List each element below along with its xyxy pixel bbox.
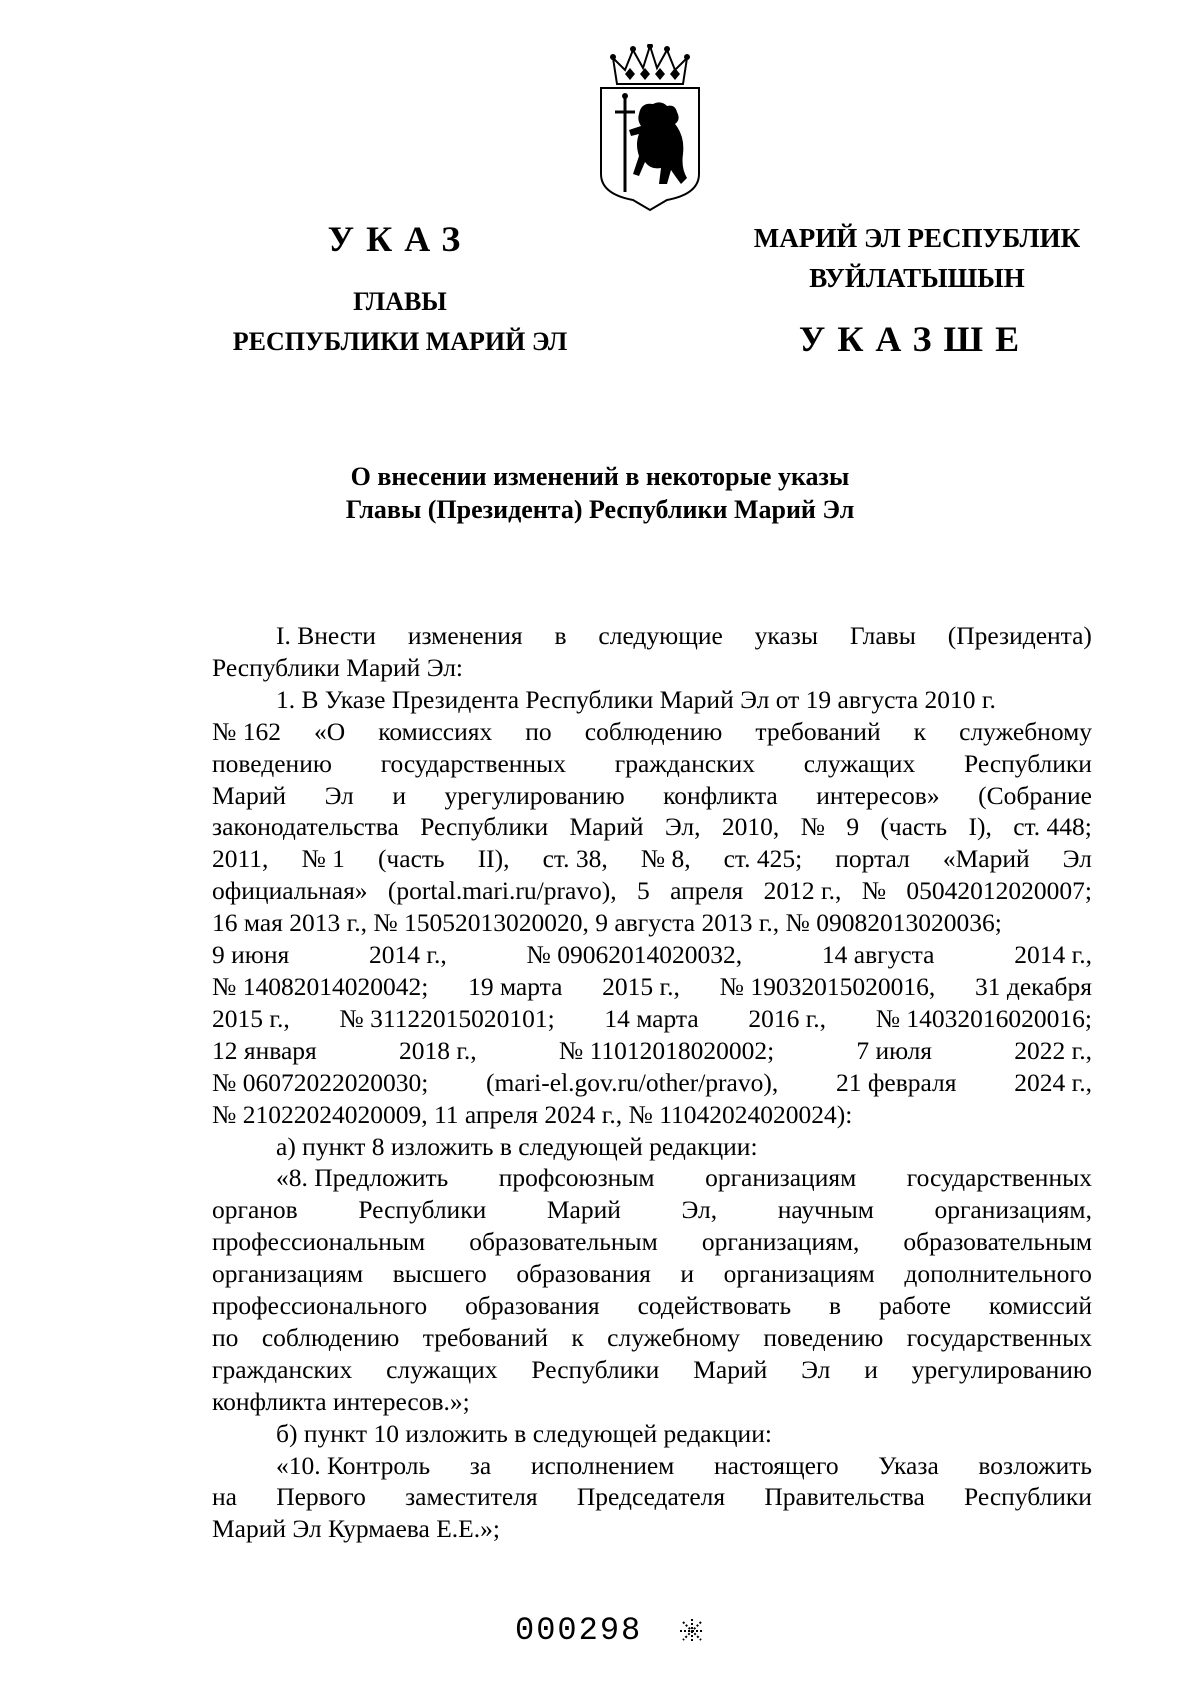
body-line: [212, 1162, 1092, 1194]
body-line: [212, 971, 1092, 1003]
body-line: [212, 1258, 1092, 1290]
document-title-line1: О внесении изменений в некоторые указы: [350, 462, 850, 491]
body-line: [212, 1035, 1092, 1067]
body-word: «О: [314, 716, 346, 746]
body-word: Марий: [212, 780, 287, 810]
body-word: исполнением: [530, 1450, 675, 1480]
body-word: следующие: [598, 621, 723, 650]
body-line: [212, 716, 1092, 748]
body-word: ст. 425;: [723, 844, 803, 874]
body-line: [212, 843, 1092, 875]
body-word: 2022 г.,: [1014, 1035, 1092, 1065]
body-word: по: [212, 1322, 239, 1352]
body-line: [212, 1131, 1092, 1163]
body-word: Республики Марий Эл:: [212, 652, 464, 682]
body-word: 1. В Указе Президента Республики Марий Эл от 19 августа 2010 г.: [276, 684, 996, 714]
body-word: 2014 г.,: [369, 940, 447, 970]
body-word: ст. 38,: [542, 844, 608, 874]
body-word: Первого: [276, 1482, 366, 1512]
body-word: Эл: [801, 1354, 831, 1384]
body-line: [212, 684, 1092, 716]
body-word: законодательства: [212, 812, 399, 842]
body-word: № 8,: [640, 844, 691, 874]
body-word: к: [913, 716, 927, 746]
body-word: конфликта интересов.»;: [212, 1386, 470, 1416]
body-word: 2018 г.,: [398, 1035, 477, 1065]
serial-number: 000298: [515, 1612, 643, 1649]
body-word: конфликта: [663, 780, 778, 810]
body-line: [212, 652, 1092, 684]
body-word: государственных: [906, 1163, 1092, 1193]
body-word: 2015 г.,: [212, 1003, 290, 1033]
body-word: организациям: [212, 1259, 364, 1289]
document-title: [150, 460, 1050, 526]
body-word: Председателя: [576, 1482, 726, 1512]
body-word: образовательным: [469, 1227, 658, 1257]
body-word: (mari-el.gov.ru/other/pravo),: [486, 1067, 779, 1097]
body-word: а) пункт 8 изложить в следующей редакции:: [276, 1131, 758, 1161]
body-word: по: [525, 716, 552, 746]
body-word: № 1: [301, 844, 345, 874]
body-word: за: [469, 1450, 492, 1480]
header-mari-line2: ВУЙЛАТЫШЫН: [809, 263, 1025, 293]
body-word: организациям: [723, 1259, 875, 1289]
body-word: Республики: [358, 1195, 487, 1225]
body-word: изменения: [407, 621, 523, 650]
body-word: 9 июня: [212, 940, 290, 970]
body-word: служебному: [959, 716, 1092, 746]
body-word: Республики: [964, 748, 1092, 778]
body-line: [212, 1067, 1092, 1099]
body-word: и: [680, 1259, 695, 1289]
body-word: работе: [879, 1291, 951, 1321]
body-word: указы: [754, 621, 818, 650]
body-word: 19 марта: [468, 971, 563, 1001]
body-word: соблюдению: [584, 716, 723, 746]
body-word: настоящего: [713, 1450, 839, 1480]
body-word: организациям,: [701, 1227, 860, 1257]
body-word: Правительства: [764, 1482, 925, 1512]
header-issuer-line2: РЕСПУБЛИКИ МАРИЙ ЭЛ: [232, 327, 568, 356]
body-word: служащих: [386, 1354, 498, 1384]
body-word: Марий: [693, 1354, 768, 1384]
body-word: 14 августа: [821, 940, 935, 970]
body-word: 9: [846, 812, 860, 842]
header-issuer-line1: ГЛАВЫ: [353, 287, 447, 316]
asterisk-mark-icon: [678, 1617, 706, 1645]
body-word: Марий: [546, 1195, 621, 1225]
body-word: требований: [422, 1322, 548, 1352]
body-word: заместителя: [405, 1482, 538, 1512]
body-word: официальная»: [212, 876, 368, 906]
body-word: Республики: [420, 812, 549, 842]
body-word: 16 мая 2013 г., № 15052013020020, 9 августа 2013 г., № 09082013020036;: [212, 908, 1002, 938]
body-word: Республики: [531, 1354, 660, 1384]
body-word: организациям: [705, 1163, 857, 1193]
body-word: Эл,: [664, 812, 701, 842]
header-issuer: [205, 282, 595, 362]
body-word: органов: [212, 1195, 298, 1225]
body-word: 5: [636, 876, 650, 906]
body-word: соблюдению: [261, 1322, 400, 1352]
body-word: № 14082014020042;: [212, 971, 429, 1001]
body-word: апреля: [670, 876, 744, 906]
body-word: требований: [755, 716, 881, 746]
header-mari-line1: МАРИЙ ЭЛ РЕСПУБЛИК: [753, 223, 1081, 253]
body-line: [212, 1290, 1092, 1322]
body-word: «8. Предложить: [276, 1163, 449, 1193]
body-word: № 11012018020002;: [558, 1035, 775, 1065]
body-word: научным: [777, 1195, 874, 1225]
body-word: к: [571, 1322, 584, 1352]
body-word: Марий: [569, 812, 644, 842]
body-word: (portal.mari.ru/pravo),: [387, 876, 617, 906]
header-ukazshe-title: УКАЗШЕ: [798, 319, 1032, 359]
body-word: 31 декабря: [975, 971, 1092, 1001]
body-line: [212, 620, 1092, 652]
body-word: № 162: [212, 716, 281, 746]
header-mari-issuer: [712, 218, 1122, 298]
body-word: организациям,: [934, 1195, 1092, 1225]
body-line: [212, 1322, 1092, 1354]
body-line: [212, 780, 1092, 812]
body-word: № 14032016020016;: [875, 1003, 1092, 1033]
body-word: II),: [477, 844, 510, 874]
body-word: № 31122015020101;: [339, 1003, 555, 1033]
coat-of-arms-icon: [595, 44, 705, 222]
body-word: служебному: [607, 1322, 741, 1352]
body-line: [212, 1418, 1092, 1450]
body-line: [212, 1226, 1092, 1258]
body-word: (часть: [377, 844, 445, 874]
body-word: в: [554, 621, 567, 650]
body-word: (Собрание: [978, 780, 1092, 810]
body-word: № 09062014020032,: [526, 940, 743, 970]
body-word: 7 июля: [856, 1035, 933, 1065]
body-word: «10. Контроль: [276, 1450, 431, 1480]
body-word: поведению: [763, 1322, 884, 1352]
header-ukaz-title: УКАЗ: [327, 219, 473, 259]
body-word: и: [864, 1354, 878, 1384]
body-word: (Президента): [947, 621, 1092, 650]
body-word: высшего: [392, 1259, 487, 1289]
body-word: I. Внести: [276, 621, 376, 650]
body-word: дополнительного: [904, 1259, 1092, 1289]
body-line: [212, 1481, 1092, 1513]
body-word: профсоюзным: [498, 1163, 655, 1193]
body-word: интересов»: [816, 780, 940, 810]
body-line: [212, 1354, 1092, 1386]
body-word: профессионального: [212, 1291, 428, 1321]
body-line: [212, 1194, 1092, 1226]
body-word: профессиональным: [212, 1227, 426, 1257]
body-word: образования: [516, 1259, 651, 1289]
body-word: комиссий: [988, 1291, 1092, 1321]
body-word: №: [800, 812, 825, 842]
body-word: Эл,: [681, 1195, 718, 1225]
body-word: № 06072022020030;: [212, 1067, 429, 1097]
body-word: 05042012020007;: [906, 876, 1092, 906]
body-line: [212, 1450, 1092, 1482]
body-word: Указа: [878, 1450, 939, 1480]
body-word: Марий Эл Курмаева Е.Е.»;: [212, 1514, 500, 1544]
body-word: возложить: [978, 1450, 1092, 1480]
body-word: 2016 г.,: [748, 1003, 827, 1033]
body-word: 2010,: [721, 812, 780, 842]
body-word: Эл: [1062, 844, 1092, 874]
body-word: поведению: [212, 748, 332, 778]
body-word: I),: [968, 812, 992, 842]
body-word: 2024 г.,: [1014, 1067, 1092, 1097]
body-word: «Марий: [942, 844, 1030, 874]
body-word: служащих: [803, 748, 916, 778]
body-word: образовательным: [903, 1227, 1092, 1257]
body-line: [212, 1386, 1092, 1418]
body-word: 2015 г.,: [602, 971, 680, 1001]
document-body: [212, 620, 1092, 1545]
body-word: Эл: [324, 780, 354, 810]
body-word: № 21022024020009, 11 апреля 2024 г., № 11042024020024):: [212, 1099, 853, 1129]
body-word: 2012 г.,: [763, 876, 842, 906]
document-title-line2: Главы (Президента) Республики Марий Эл: [345, 495, 855, 524]
body-word: портал: [835, 844, 910, 874]
body-word: в: [829, 1291, 842, 1321]
document-footer: [515, 1612, 706, 1649]
body-line: [212, 1003, 1092, 1035]
body-word: 12 января: [212, 1035, 317, 1065]
body-word: образования: [465, 1291, 600, 1321]
body-line: [212, 875, 1092, 907]
body-line: [212, 811, 1092, 843]
body-word: №: [861, 876, 887, 906]
body-line: [212, 907, 1092, 939]
body-word: б) пункт 10 изложить в следующей редакции:: [276, 1418, 772, 1448]
body-word: гражданских: [212, 1354, 353, 1384]
body-word: 2014 г.,: [1014, 940, 1092, 970]
body-word: Республики: [964, 1482, 1092, 1512]
body-word: (часть: [880, 812, 948, 842]
body-word: государственных: [380, 748, 566, 778]
body-word: на: [212, 1482, 237, 1512]
body-word: гражданских: [614, 748, 755, 778]
body-word: урегулированию: [911, 1354, 1092, 1384]
body-word: 21 февраля: [836, 1067, 957, 1097]
body-word: государственных: [906, 1322, 1092, 1352]
body-line: [212, 1099, 1092, 1131]
body-word: урегулированию: [444, 780, 625, 810]
body-line: [212, 1513, 1092, 1545]
body-word: 2011,: [212, 844, 269, 874]
body-line: [212, 748, 1092, 780]
body-word: Главы: [849, 621, 916, 650]
body-word: и: [392, 780, 406, 810]
body-line: [212, 939, 1092, 971]
body-word: содействовать: [637, 1291, 792, 1321]
body-word: № 19032015020016,: [719, 971, 936, 1001]
body-word: 14 марта: [604, 1003, 699, 1033]
body-word: комиссиях: [378, 716, 493, 746]
body-word: ст. 448;: [1013, 812, 1092, 842]
